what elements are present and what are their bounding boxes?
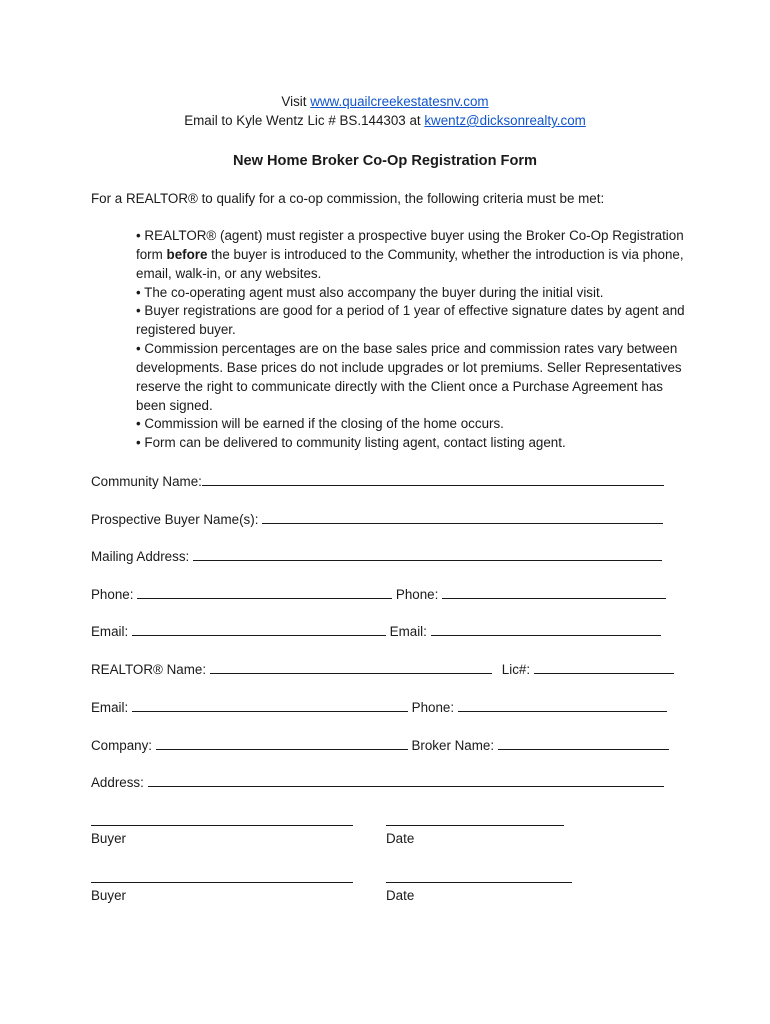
email-prefix: Email to Kyle Wentz Lic # BS.144303 at <box>184 113 425 128</box>
buyer-names-field[interactable] <box>262 512 663 524</box>
buyer-signature-line-2[interactable] <box>91 882 353 883</box>
buyer-names-label: Prospective Buyer Name(s): <box>91 512 263 527</box>
criteria-item1-rest: the buyer is introduced to the Community, whether the introduction is via phone, email, walk-in, or any websites. <box>136 246 684 281</box>
realtor-phone-label: Phone: <box>407 700 458 715</box>
date-label-1: Date <box>386 831 415 846</box>
buyer-names-row <box>91 511 663 529</box>
buyer-signature-line-1[interactable] <box>91 825 353 826</box>
email-field[interactable] <box>132 624 386 636</box>
mailing-address-label: Mailing Address: <box>91 549 193 564</box>
realtor-contact-row <box>91 699 667 717</box>
date-line-1[interactable] <box>386 825 564 826</box>
realtor-name-label: REALTOR® Name: <box>91 662 210 677</box>
intro-text: For a REALTOR® to qualify for a co-op commission, the following criteria must be met: <box>91 191 605 206</box>
mailing-address-row <box>91 548 662 566</box>
email-label-2: Email: <box>385 624 431 639</box>
company-row <box>91 737 669 755</box>
criteria-item: • Commission percentages are on the base sales price and commission rates vary between developments. Base prices do not include upgrades or lot premiums. Seller Representatives reserve the right to communicate directly with the Client once a Purchase Agreement has been signed. <box>136 341 682 413</box>
email-row <box>91 623 661 641</box>
realtor-email-label: Email: <box>91 700 132 715</box>
website-line <box>0 93 770 111</box>
website-link[interactable]: www.quailcreekestatesnv.com <box>310 94 489 109</box>
phone-row <box>91 586 666 604</box>
realtor-name-field[interactable] <box>210 662 492 674</box>
mailing-address-field[interactable] <box>193 549 662 561</box>
buyer-label-2: Buyer <box>91 888 126 903</box>
company-field[interactable] <box>156 738 408 750</box>
broker-name-label: Broker Name: <box>407 738 498 753</box>
phone-label-2: Phone: <box>392 587 443 602</box>
criteria-item <box>136 227 696 284</box>
email-field-2[interactable] <box>431 624 661 636</box>
criteria-item: • The co-operating agent must also accompany the buyer during the initial visit. <box>136 284 604 300</box>
address-label: Address: <box>91 775 148 790</box>
address-row <box>91 774 664 792</box>
lic-field[interactable] <box>534 662 674 674</box>
phone-field-2[interactable] <box>442 587 666 599</box>
date-label-2: Date <box>386 888 415 903</box>
realtor-row <box>91 661 674 679</box>
community-name-label: Community Name: <box>91 474 202 489</box>
company-label: Company: <box>91 738 156 753</box>
phone-label: Phone: <box>91 587 138 602</box>
criteria-list <box>136 227 696 453</box>
community-name-row <box>91 473 664 491</box>
realtor-phone-field[interactable] <box>458 700 667 712</box>
phone-field[interactable] <box>137 587 392 599</box>
form-title: New Home Broker Co-Op Registration Form <box>232 153 538 169</box>
broker-name-field[interactable] <box>498 738 669 750</box>
criteria-item1-text: • REALTOR® (agent) must register a prospective buyer using the Broker Co-Op Registration form <box>136 228 684 262</box>
email-line <box>0 112 770 130</box>
community-name-field[interactable] <box>202 474 664 486</box>
criteria-item: • Form can be delivered to community listing agent, contact listing agent. <box>136 435 566 451</box>
date-line-2[interactable] <box>386 882 572 883</box>
address-field[interactable] <box>148 775 664 787</box>
criteria-item: • Buyer registrations are good for a period of 1 year of effective signature dates by agent and registered buyer. <box>136 303 685 338</box>
visit-prefix: Visit <box>281 94 311 109</box>
email-label: Email: <box>91 624 132 639</box>
buyer-label-1: Buyer <box>91 831 126 846</box>
criteria-item1-bold: before <box>166 246 208 262</box>
realtor-email-field[interactable] <box>132 700 408 712</box>
lic-label: Lic#: <box>501 662 534 677</box>
criteria-item: • Commission will be earned if the closing of the home occurs. <box>136 416 504 432</box>
email-link[interactable]: kwentz@dicksonrealty.com <box>424 113 586 128</box>
